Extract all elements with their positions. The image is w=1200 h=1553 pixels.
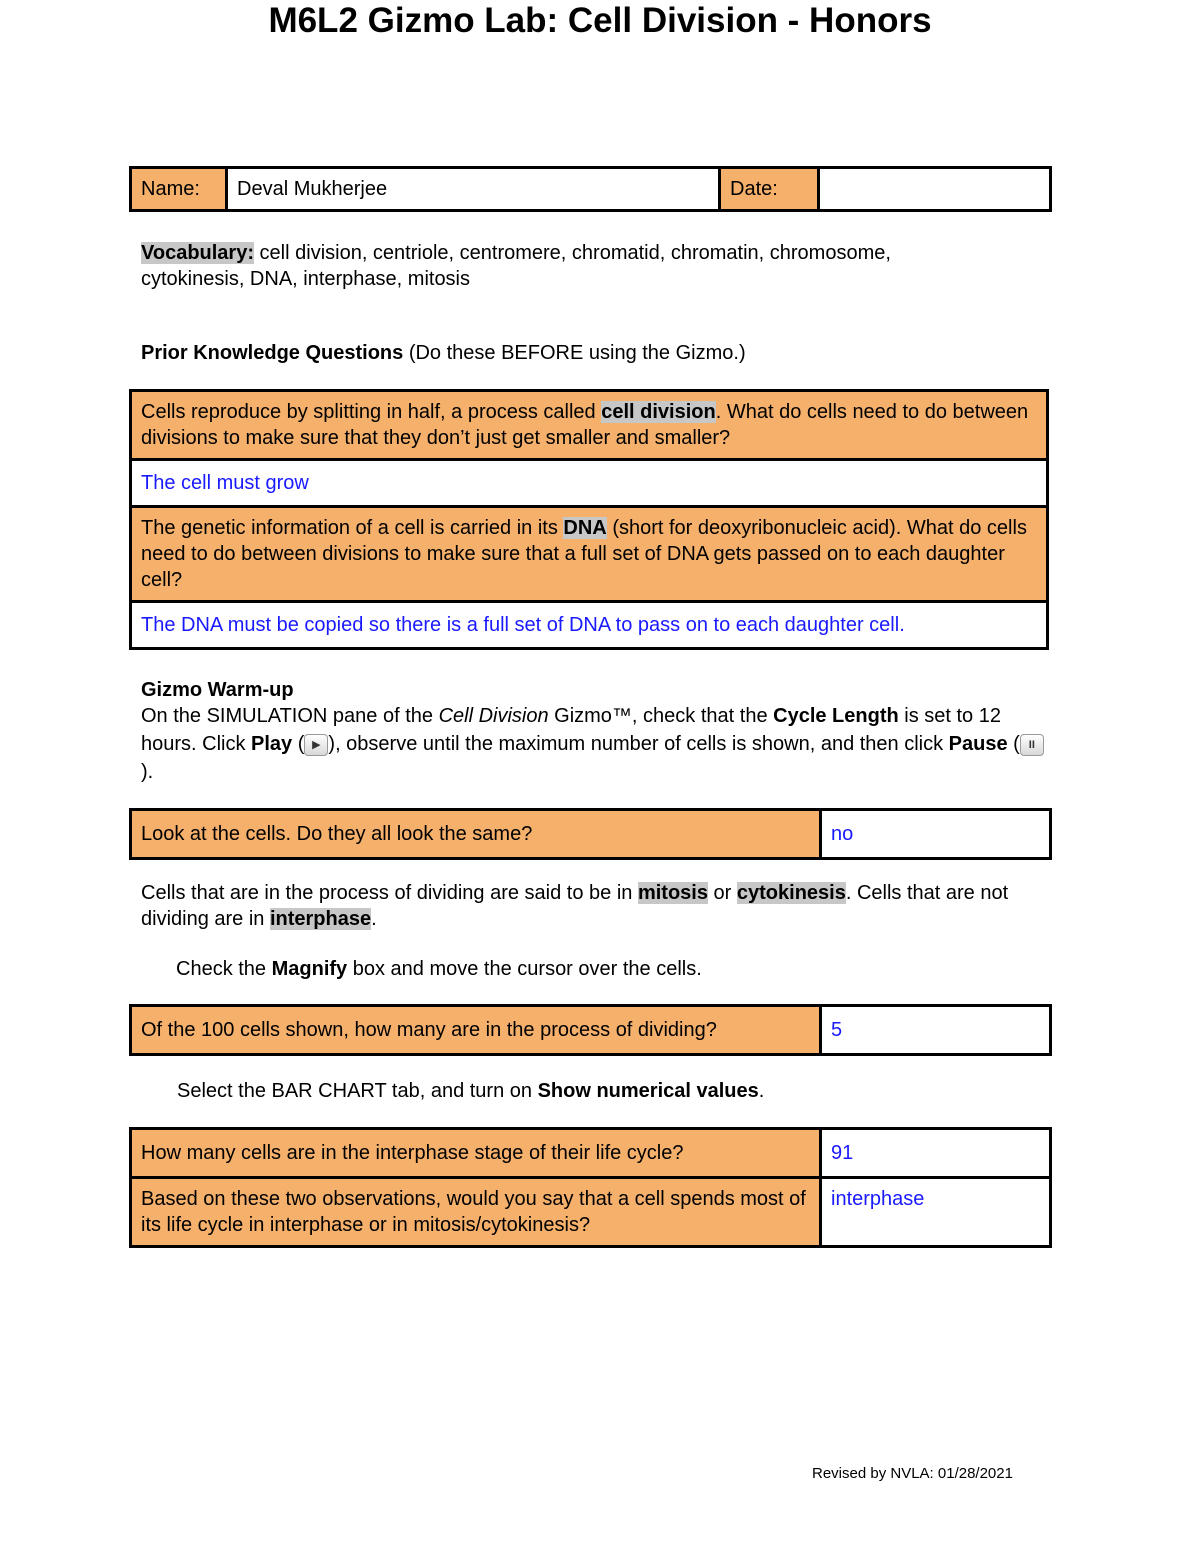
instruction-text: Check the	[176, 958, 272, 980]
warmup-text: is set to 12 hours. Click	[141, 705, 1001, 755]
term-dna: DNA	[563, 517, 607, 539]
question-text: Cells reproduce by splitting in half, a process called	[141, 401, 602, 423]
question-same-look: Look at the cells. Do they all look the same?	[131, 810, 821, 859]
answer-same-look[interactable]: no	[821, 810, 1051, 859]
name-field[interactable]: Deval Mukherjee	[227, 168, 720, 211]
term-interphase: interphase	[269, 908, 372, 930]
question-text: (short for deoxyribonucleic acid). What do cells need to do between divisions to make sure that a full set of DNA gets passed on to each daughter cell?	[141, 517, 1027, 591]
warmup-text: ).	[141, 761, 154, 783]
warmup-text: ), observe until the maximum number of cells is shown, and then click	[328, 733, 949, 755]
name-date-table	[129, 166, 1052, 212]
show-values-term: Show numerical values	[537, 1080, 759, 1102]
question-text: . What do cells need to do between divisions to make sure that they don’t just get smaller and smaller?	[141, 401, 1029, 449]
question-cell-division	[131, 391, 1048, 460]
prior-knowledge-heading	[141, 340, 1051, 366]
pause-icon: II	[1020, 734, 1044, 756]
prior-knowledge-title: Prior Knowledge Questions	[141, 342, 404, 364]
cycle-length-term: Cycle Length	[773, 705, 899, 727]
play-icon: ▶	[304, 734, 328, 756]
vocabulary-terms: cell division, centriole, centromere, chromatid, chromatin, chromosome, cytokinesis, DNA, interphase, mitosis	[141, 242, 891, 290]
warmup-text: Gizmo™, check that the	[548, 705, 774, 727]
term-mitosis: mitosis	[637, 882, 708, 904]
prior-knowledge-note: (Do these BEFORE using the Gizmo.)	[403, 342, 746, 364]
question-text: The genetic information of a cell is carried in its	[141, 517, 564, 539]
vocabulary-label: Vocabulary:	[141, 242, 254, 264]
warmup-text: (	[1007, 733, 1020, 755]
interphase-table	[129, 1127, 1052, 1248]
instruction-text: box and move the cursor over the cells.	[347, 958, 702, 980]
term-cell-division: cell division	[601, 401, 716, 423]
barchart-instruction	[177, 1078, 1087, 1104]
warmup-heading: Gizmo Warm-up	[141, 679, 294, 701]
gizmo-name: Cell Division	[438, 705, 549, 727]
prior-knowledge-table	[129, 389, 1049, 650]
same-look-table	[129, 808, 1052, 860]
pause-term: Pause	[948, 733, 1008, 755]
mitosis-paragraph	[141, 880, 1046, 932]
answer-interphase-count[interactable]: 91	[821, 1129, 1051, 1178]
magnify-term: Magnify	[271, 958, 348, 980]
question-interphase-count: How many cells are in the interphase stage of their life cycle?	[131, 1129, 821, 1178]
date-label: Date:	[720, 168, 819, 211]
vocabulary-paragraph	[141, 240, 961, 292]
paragraph-text: .	[371, 908, 377, 930]
answer-dna[interactable]: The DNA must be copied so there is a full set of DNA to pass on to each daughter cell.	[131, 602, 1048, 649]
page-title: M6L2 Gizmo Lab: Cell Division - Honors	[268, 1, 932, 40]
instruction-text: .	[758, 1080, 765, 1102]
warmup-text: (	[292, 733, 305, 755]
paragraph-text: . Cells that are not dividing are in	[141, 882, 1009, 930]
dividing-table	[129, 1004, 1052, 1056]
warmup-text: On the SIMULATION pane of the	[141, 705, 439, 727]
warmup-section	[141, 678, 1046, 786]
question-life-cycle: Based on these two observations, would you say that a cell spends most of its life cycle in interphase or in mitosis/cytokinesis?	[131, 1178, 821, 1247]
answer-life-cycle[interactable]: interphase	[821, 1178, 1051, 1247]
paragraph-text: or	[707, 882, 737, 904]
term-cytokinesis: cytokinesis	[736, 882, 846, 904]
question-dividing: Of the 100 cells shown, how many are in the process of dividing?	[131, 1006, 821, 1055]
date-field[interactable]	[819, 168, 1051, 211]
name-label: Name:	[131, 168, 227, 211]
magnify-instruction	[176, 956, 1086, 982]
paragraph-text: Cells that are in the process of dividing are said to be in	[141, 882, 638, 904]
instruction-text: Select the BAR CHART tab, and turn on	[177, 1080, 538, 1102]
answer-cell-division[interactable]: The cell must grow	[131, 460, 1048, 507]
question-dna	[131, 507, 1048, 602]
play-term: Play	[251, 733, 293, 755]
answer-dividing[interactable]: 5	[821, 1006, 1051, 1055]
revision-footer: Revised by NVLA: 01/28/2021	[812, 1465, 1013, 1482]
